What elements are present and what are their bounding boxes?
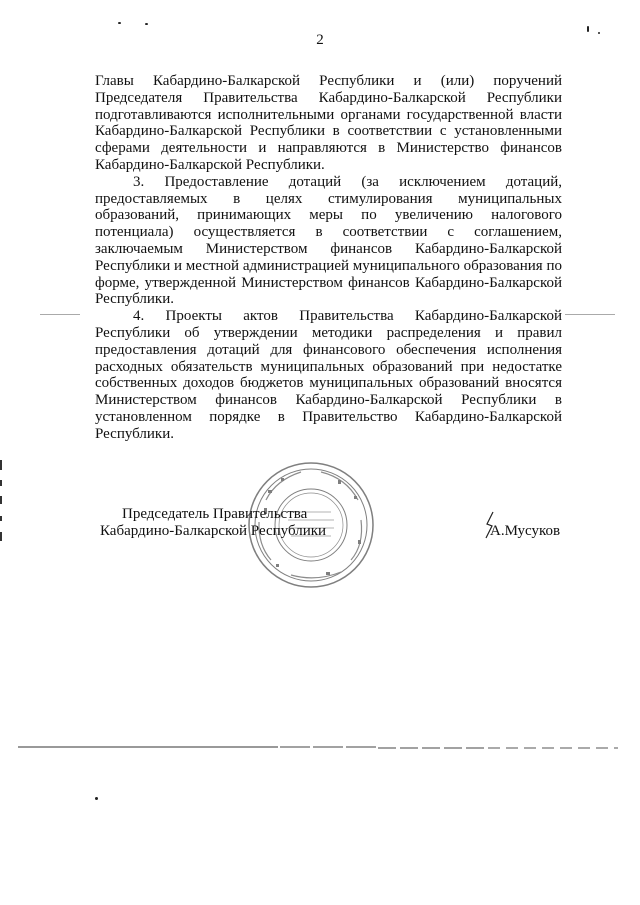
signatory-title-line-1: Председатель Правительства bbox=[122, 506, 308, 522]
footer-rule-line bbox=[18, 745, 618, 751]
scan-artifact-line bbox=[40, 314, 80, 315]
scan-speck bbox=[145, 23, 148, 25]
signatory-name: А.Мусуков bbox=[490, 523, 561, 539]
paragraph-continuation: Главы Кабардино-Балкарской Республики и (или) поручений Председателя Правительства Кабардино-Балкарской Республики подготавливаются исполнительными органами государственной власти Кабардино-Балкарской Республики в соответствии с установленными сферами деятельности и направляются в Министерство финансов Кабардино-Балкарской Республики. bbox=[95, 73, 562, 173]
paragraph-3: 3. Предоставление дотаций (за исключением дотаций, предоставляемых в целях стимулирования муниципальных образований, принимающих меры по увеличению налогового потенциала) осуществляется в соответствии с соглашением, заключаемым Министерством финансов Кабардино-Балкарской Республики и местной администрацией муниципального образования по форме, утвержденной Министерством финансов Кабардино-Балкарской Республики. bbox=[95, 173, 562, 308]
document-body bbox=[95, 73, 562, 443]
page-number: 2 bbox=[316, 32, 324, 48]
handwritten-signature bbox=[483, 510, 497, 540]
paragraph-4: 4. Проекты актов Правительства Кабардино-Балкарской Республики об утверждении методики распределения и правил предоставления дотаций для финансового обеспечения исполнения расходных обязательств муниципальных образований при недостатке собственных доходов бюджетов муниципальных образований вносятся Министерством финансов Кабардино-Балкарской Республики в установленном порядке в Правительство Кабардино-Балкарской Республики. bbox=[95, 308, 562, 442]
scan-speck bbox=[95, 797, 98, 800]
scan-margin-marks bbox=[0, 460, 4, 550]
signatory-title-line-2: Кабардино-Балкарской Республики bbox=[100, 523, 327, 539]
scan-artifact-line bbox=[565, 314, 615, 315]
scan-speck bbox=[118, 22, 121, 24]
